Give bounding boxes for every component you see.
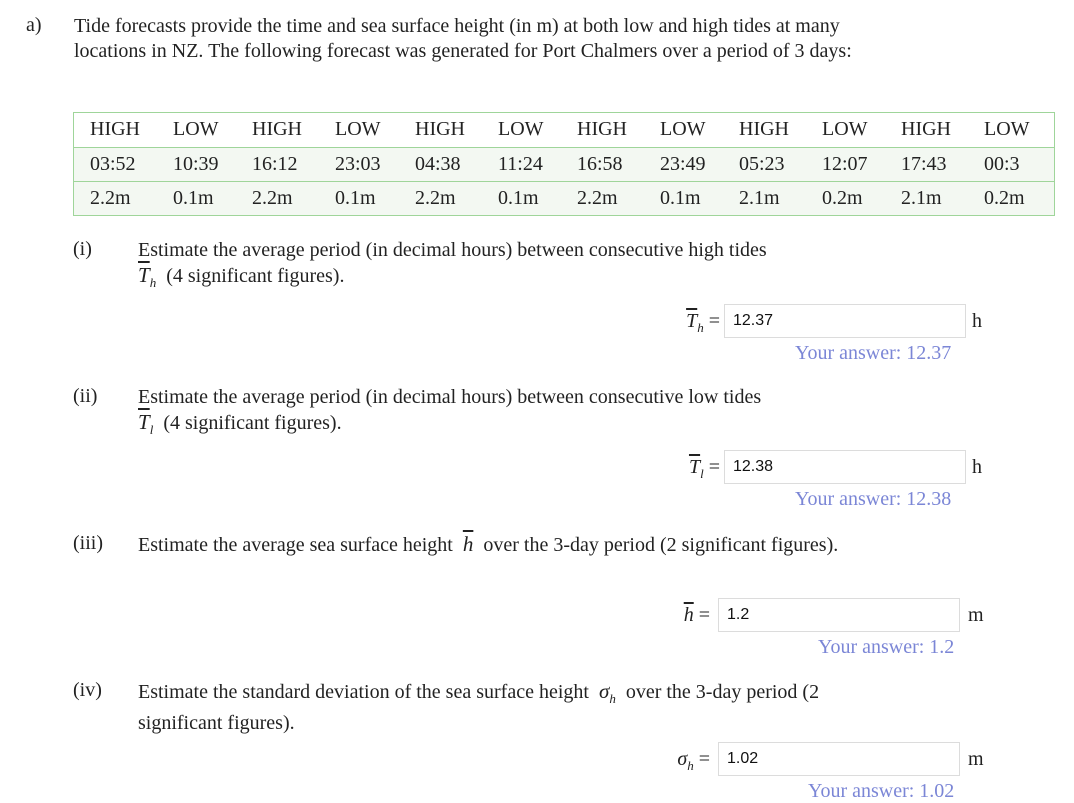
- tide-height-cell: 2.2m: [252, 187, 293, 209]
- answer-symbol: σ: [677, 748, 688, 770]
- answer-input-sigma[interactable]: 1.02: [718, 742, 960, 776]
- equals-sign: =: [708, 456, 720, 478]
- tide-type-cell: HIGH: [577, 118, 627, 140]
- tide-height-cell: 2.2m: [415, 187, 456, 209]
- tide-type-cell: HIGH: [739, 118, 789, 140]
- tide-type-cell: HIGH: [415, 118, 465, 140]
- tide-type-cell: LOW: [173, 118, 219, 140]
- question-text-before: Estimate the standard deviation of the sea surface height: [138, 681, 589, 703]
- tide-height-cell: 0.1m: [173, 187, 214, 209]
- question-text-before: Estimate the average sea surface height: [138, 534, 453, 556]
- tide-time-cell: 10:39: [173, 153, 219, 175]
- symbol-subscript: h: [609, 691, 616, 706]
- tide-time-row: [74, 147, 1054, 181]
- tide-time-cell: 23:03: [335, 153, 381, 175]
- answer-feedback: Your answer: 1.02: [808, 780, 955, 802]
- question-number: (i): [73, 238, 92, 260]
- tide-type-cell: LOW: [822, 118, 868, 140]
- answer-symbol: $\overline{h}$: [683, 604, 694, 626]
- symbol: $\overline{T}$: [138, 263, 150, 287]
- question-text: [138, 679, 838, 736]
- answer-subscript: h: [697, 320, 704, 335]
- tide-time-cell: 17:43: [901, 153, 947, 175]
- symbol-subscript: l: [149, 422, 154, 437]
- part-label: a): [26, 14, 42, 36]
- tide-type-cell: LOW: [335, 118, 381, 140]
- tide-type-cell: LOW: [660, 118, 706, 140]
- unit-label: h: [972, 456, 982, 478]
- intro-text: Tide forecasts provide the time and sea surface height (in m) at both low and high tides at many locations in NZ. The following forecast was generated for Port Chalmers over a period of 3 days:: [74, 15, 852, 62]
- tide-time-cell: 16:58: [577, 153, 623, 175]
- tide-height-cell: 0.1m: [498, 187, 539, 209]
- tide-table: [73, 112, 1055, 216]
- tide-height-cell: 2.1m: [901, 187, 942, 209]
- tide-height-cell: 0.1m: [660, 187, 701, 209]
- question-text-after: (4 significant figures).: [163, 412, 342, 434]
- tide-height-cell: 2.2m: [577, 187, 618, 209]
- equals-sign: =: [698, 604, 710, 626]
- tide-height-cell: 0.2m: [984, 187, 1025, 209]
- answer-label: [610, 742, 710, 783]
- symbol: $\overline{T}$: [138, 410, 150, 434]
- answer-input-tl[interactable]: 12.38: [724, 450, 966, 484]
- answer-feedback: Your answer: 1.2: [818, 636, 955, 658]
- question-text: [138, 238, 898, 295]
- tide-height-cell: 2.2m: [90, 187, 131, 209]
- tide-time-cell: 05:23: [739, 153, 785, 175]
- tide-type-row: [74, 113, 1054, 146]
- tide-time-cell: 03:52: [90, 153, 136, 175]
- symbol: $\overline{h}$: [462, 532, 474, 556]
- tide-type-cell: HIGH: [901, 118, 951, 140]
- answer-label: [620, 450, 720, 491]
- tide-type-cell: HIGH: [252, 118, 302, 140]
- tide-time-cell: 16:12: [252, 153, 298, 175]
- tide-height-cell: 0.1m: [335, 187, 376, 209]
- answer-input-th[interactable]: 12.37: [724, 304, 966, 338]
- tide-height-cell: 0.2m: [822, 187, 863, 209]
- unit-label: m: [968, 748, 984, 770]
- tide-type-cell: LOW: [984, 118, 1030, 140]
- tide-time-cell: 00:3: [984, 153, 1020, 175]
- question-text: [138, 385, 898, 442]
- tide-type-cell: HIGH: [90, 118, 140, 140]
- question-text-after: over the 3-day period (2 significant figures).: [138, 681, 820, 734]
- question-text-before: Estimate the average period (in decimal hours) between consecutive low tides: [138, 386, 762, 408]
- answer-feedback: Your answer: 12.37: [795, 342, 952, 364]
- tide-type-cell: LOW: [498, 118, 544, 140]
- answer-input-h[interactable]: 1.2: [718, 598, 960, 632]
- symbol-subscript: h: [149, 275, 157, 290]
- answer-symbol: $\overline{T}$: [688, 456, 701, 478]
- question-text-after: (4 significant figures).: [166, 265, 345, 287]
- tide-time-cell: 23:49: [660, 153, 706, 175]
- question-text: [138, 532, 858, 558]
- question-number: (iv): [73, 679, 102, 701]
- tide-height-cell: 2.1m: [739, 187, 780, 209]
- answer-symbol: $\overline{T}$: [686, 310, 698, 332]
- answer-label: [620, 304, 720, 345]
- symbol: σ: [598, 679, 610, 703]
- question-text-before: Estimate the average period (in decimal hours) between consecutive high tides: [138, 239, 767, 261]
- answer-feedback: Your answer: 12.38: [795, 488, 952, 510]
- tide-height-row: [74, 181, 1054, 215]
- question-number: (ii): [73, 385, 98, 407]
- answer-label: [610, 598, 710, 632]
- tide-time-cell: 12:07: [822, 153, 868, 175]
- answer-subscript: l: [700, 466, 704, 481]
- tide-time-cell: 11:24: [498, 153, 543, 175]
- equals-sign: =: [698, 748, 710, 770]
- tide-time-cell: 04:38: [415, 153, 461, 175]
- unit-label: h: [972, 310, 982, 332]
- answer-subscript: h: [687, 758, 694, 773]
- unit-label: m: [968, 604, 984, 626]
- equals-sign: =: [708, 310, 720, 332]
- question-text-after: over the 3-day period (2 significant figures).: [483, 534, 839, 556]
- question-number: (iii): [73, 532, 103, 554]
